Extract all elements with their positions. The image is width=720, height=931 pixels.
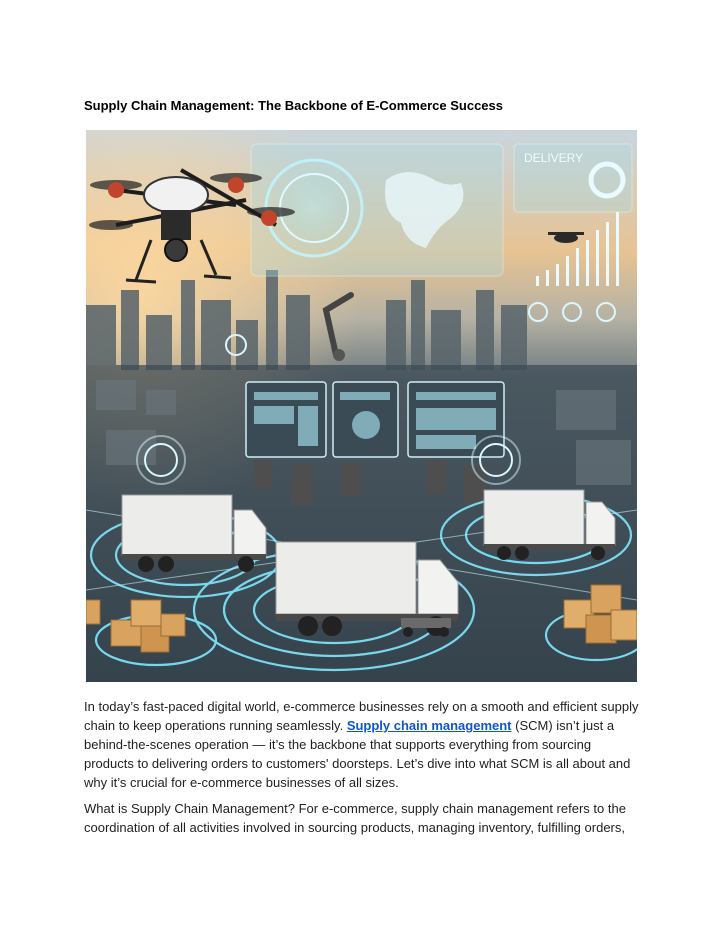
intro-text-after-link: (SCM) isn’t just a behind-the-scenes operation — it’s the backbone that supports everything from sourcing products to delivering orders to customers' doorsteps. Let’s dive into what SCM is all about and why it’s crucial for e-commerce businesses of all sizes.: [84, 718, 631, 790]
hero-illustration: [86, 130, 637, 682]
page-title: Supply Chain Management: The Backbone of E-Commerce Success: [84, 98, 503, 113]
intro-text-before-link: In today’s fast-paced digital world, e-commerce businesses rely on a smooth and efficient supply chain to keep operations running seamlessly.: [84, 699, 639, 733]
supply-chain-management-link[interactable]: Supply chain management: [346, 718, 512, 733]
intro-paragraph: [84, 697, 644, 792]
delivery-panel-label: DELIVERY: [524, 151, 584, 165]
definition-paragraph: What is Supply Chain Management? For e-commerce, supply chain management refers to the coordination of all activities involved in sourcing products, managing inventory, fulfilling orders,: [84, 801, 626, 835]
